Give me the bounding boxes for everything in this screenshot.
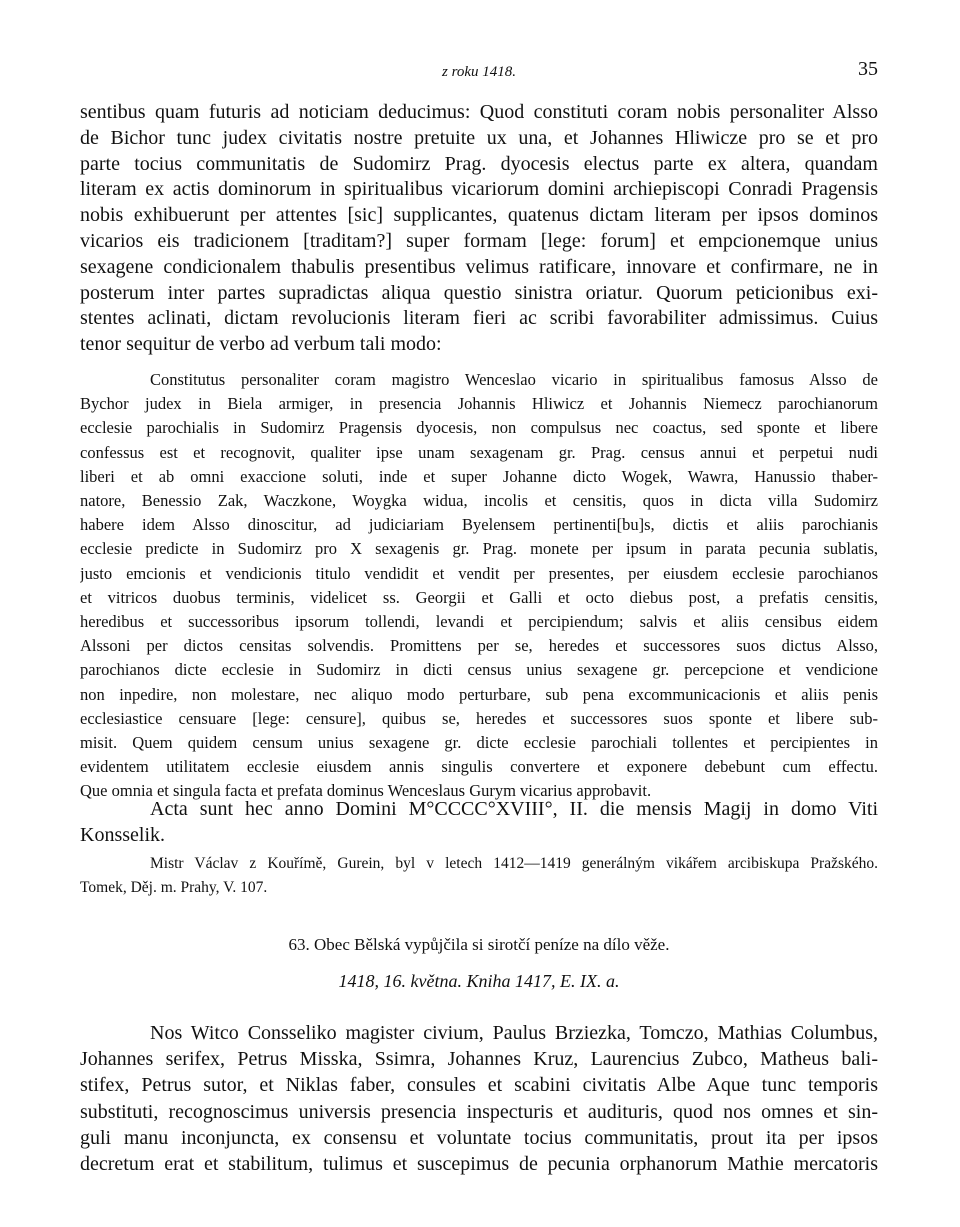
text-line: Nos Witco Consseliko magister civium, Paulus Brziezka, Tomczo, Mathias Columbus, xyxy=(150,1022,878,1044)
text-line: misit. Quem quidem censum unius sexagene gr. dicte ecclesie parochiali tollentes et percipientes in xyxy=(80,733,878,753)
text-line: sexagene condicionalem thabulis presentibus velimus ratificare, innovare et confirmare, ne in xyxy=(80,255,878,278)
text-line: Tomek, Děj. m. Prahy, V. 107. xyxy=(80,878,268,896)
paragraph-acta xyxy=(80,797,878,849)
running-head: z roku 1418. xyxy=(441,64,517,80)
text-line: natore, Benessio Zak, Waczkone, Woygka widua, incolis et censitis, quos in dicta villa Sudomirz xyxy=(80,491,878,511)
text-line: Que omnia et singula facta et prefata dominus Wenceslaus Gurym vicarius approbavit. xyxy=(80,781,652,801)
paragraph-quoted-charter xyxy=(80,368,878,804)
text-line: tenor sequitur de verbo ad verbum tali modo: xyxy=(80,333,442,356)
paragraph-intro xyxy=(80,100,878,358)
text-line: Bychor judex in Biela armiger, in presencia Johannis Hliwicz et Johannis Niemecz parochianorum xyxy=(80,394,878,414)
text-line: Johannes serifex, Petrus Misska, Ssimra, Johannes Kruz, Laurencius Zubco, Matheus bali- xyxy=(80,1048,878,1071)
text-line: literam ex actis dominorum in spiritualibus vicariorum domini archiepiscopi Conradi Pragensis xyxy=(80,178,878,201)
text-line: non inpedire, non molestare, nec aliquo modo perturbare, sub pena excommunicacionis et aliis penis xyxy=(80,684,878,704)
text-line: evidentem utilitatem ecclesie eiusdem annis singulis convertere et exponere debebunt cum effectu. xyxy=(80,757,878,777)
text-line: parte tocius communitatis de Sudomirz Prag. dyocesis electus parte ex altera, quandam xyxy=(80,152,878,175)
text-line: habere idem Alsso dinoscitur, ad judiciariam Byelensem pertinenti[bu]s, dictis et aliis parochianis xyxy=(80,515,878,535)
text-line: vicarios eis tradicionem [traditam?] super formam [lege: forum] et empcionemque unius xyxy=(80,229,878,252)
text-line: de Bichor tunc judex civitatis nostre pretuite ux una, et Johannes Hliwicze pro se et pro xyxy=(80,126,878,149)
text-line: substituti, recognoscimus universis presencia inspecturis et audituris, quod nos omnes et sin- xyxy=(80,1100,878,1123)
text-line: ecclesie parochialis in Sudomirz Pragensis dyocesis, non compulsus nec coactus, sed sponte et libere xyxy=(80,418,878,438)
text-line: justo emcionis et vendicionis titulo vendidit et vendit per presentes, per eiusdem ecclesie parochianos xyxy=(80,563,878,583)
text-line: stentes aclinati, dictam revolucionis literam fieri ac scribi favorabiliter admissimus. Cuius xyxy=(80,307,878,330)
footnote xyxy=(80,852,878,899)
text-line: stifex, Petrus sutor, et Niklas faber, consules et scabini civitatis Albe Aque tunc temporis xyxy=(80,1074,878,1097)
page-header xyxy=(80,58,878,84)
text-line: ecclesiastice censuare [lege: censure], quibus se, heredes et successores suos sponte et libere sub- xyxy=(80,708,878,728)
text-line: nobis exhibuerunt per attentes [sic] supplicantes, quatenus dictam literam per ipsos dominos xyxy=(80,204,878,227)
text-line: Acta sunt hec anno Domini M°CCCC°XVIII°, II. die mensis Magij in domo Viti xyxy=(150,798,878,820)
entry-date-line: 1418, 16. května. Kniha 1417, E. IX. a. xyxy=(338,971,620,991)
text-line: decretum erat et stabilitum, tulimus et suscepimus de pecunia orphanorum Mathie mercatoris xyxy=(80,1153,878,1176)
text-line: Constitutus personaliter coram magistro Wenceslao vicario in spiritualibus famosus Alsso de xyxy=(150,370,878,389)
paragraph-entry-text xyxy=(80,1020,878,1177)
text-line: Mistr Václav z Kouřímě, Gurein, byl v letech 1412—1419 generálným vikářem arcibiskupa Pražského. xyxy=(150,855,878,872)
text-line: confessus est et recognovit, qualiter ipse unam sexagenam gr. Prag. census annui et perpetui nudi xyxy=(80,442,878,462)
text-line: parochianos dicte ecclesie in Sudomirz in dicti census unius sexagene gr. percepcione et vendicione xyxy=(80,660,878,680)
text-line: ecclesie predicte in Sudomirz pro X sexagenis gr. Prag. monete per ipsum in parata pecunia sublatis, xyxy=(80,539,878,559)
text-line: liberi et ab omni exaccione soluti, inde et super Johanne dicto Wogek, Wawra, Hanussio thaber- xyxy=(80,466,878,486)
text-line: posterum inter partes supradictas aliqua questio sinistra oriatur. Quorum peticionibus exi- xyxy=(80,281,878,304)
text-line: et vitricos duobus terminis, videlicet ss. Georgii et Galli et octo diebus post, a prefatis censitis, xyxy=(80,587,878,607)
page-number: 35 xyxy=(858,58,878,80)
text-line: Konsselik. xyxy=(80,823,165,846)
text-line: Alssoni per dictos censitas solvendis. Promittens per se, heredes et successores suos dictus Alsso, xyxy=(80,636,878,656)
text-line: heredibus et successoribus ipsorum tollendi, levandi et percipiendum; salvis et aliis censibus eidem xyxy=(80,612,878,632)
text-line: guli manu inconjuncta, ex consensu et voluntate tocius communitatis, prout ita per ipsos xyxy=(80,1126,878,1149)
entry-title: 63. Obec Bělská vypůjčila si sirotčí peníze na dílo věže. xyxy=(288,935,670,954)
text-line: sentibus quam futuris ad noticiam deducimus: Quod constituti coram nobis personaliter Alsso xyxy=(80,101,878,123)
